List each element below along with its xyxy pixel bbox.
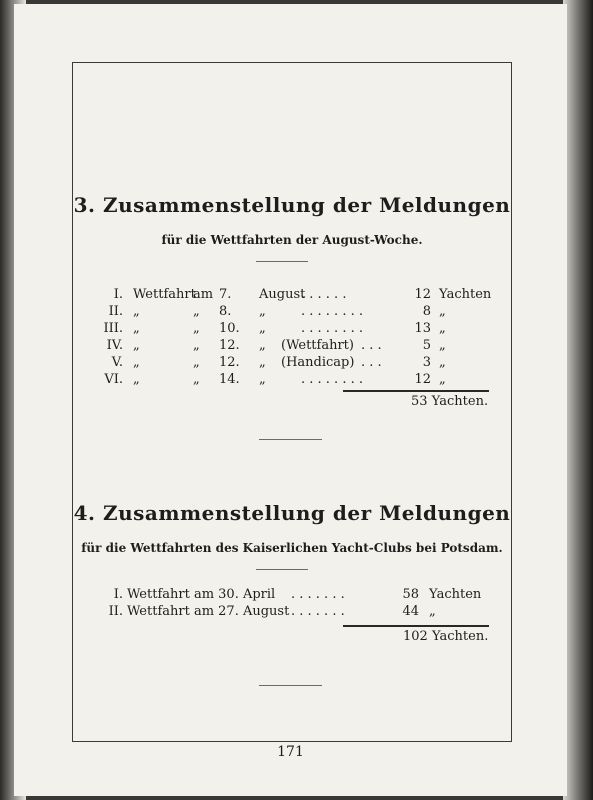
table-row [73,338,511,354]
cell-num: II. [108,304,123,319]
cell-count: 13 [414,321,431,336]
table-row [73,372,511,388]
cell-unit: „ [439,304,446,319]
section4-title: 4. Zusammenstellung der Meldungen [73,501,511,525]
cell-num: I. [113,587,123,602]
cell-day: 12. [219,338,240,353]
cell-unit: „ [439,355,446,370]
cell-day: 7. [219,287,232,302]
cell-note: (Wettfahrt) [281,338,354,353]
cell-day: 10. [219,321,240,336]
section4-subtitle: für die Wettfahrten des Kaiserlichen Yacht-Clubs bei Potsdam. [81,541,503,555]
cell-dots: . . . . . . . [291,587,345,602]
cell-num: III. [103,321,123,336]
cell-count: 58 [402,587,419,602]
cell-dots: . . . . . . . . [301,372,363,387]
page-frame [72,62,512,742]
cell-am: „ [193,304,200,319]
cell-count: 44 [402,604,419,619]
book-page [14,4,567,796]
cell-day: 14. [219,372,240,387]
cell-count: 3 [422,355,431,370]
section3-total: 53 Yachten. [411,394,489,409]
cell-label: „ [133,372,140,387]
cell-month: „ [259,304,266,319]
section3-divider [256,261,308,262]
cell-count: 12 [414,372,431,387]
cell-num: I. [113,287,123,302]
cell-month: „ [259,321,266,336]
section4-divider [256,569,308,570]
book-page-edge [563,0,593,800]
cell-dots: . . . . . . . [291,604,345,619]
table-row [73,355,511,371]
cell-month: August [259,287,306,302]
cell-unit: „ [439,338,446,353]
table-row [73,287,511,303]
cell-label: „ [133,355,140,370]
section4-total: 102 Yachten. [403,629,489,644]
cell-unit: „ [439,321,446,336]
section3-subtitle: für die Wettfahrten der August-Woche. [161,233,423,247]
cell-label: „ [133,304,140,319]
cell-dots: . . . . . . . . [301,304,363,319]
cell-text: Wettfahrt am 27. August [127,604,290,619]
cell-day: 8. [219,304,232,319]
section4-sum-line [343,625,489,627]
cell-count: 5 [422,338,431,353]
cell-num: V. [111,355,123,370]
cell-count: 8 [422,304,431,319]
table-row [73,304,511,320]
cell-dots: . . . . . . . . [301,321,363,336]
section3-title: 3. Zusammenstellung der Meldungen [73,193,511,217]
cell-am: „ [193,338,200,353]
cell-text: Wettfahrt am 30. April [127,587,276,602]
cell-dots: . . . [361,338,382,353]
page-number: 171 [277,744,304,760]
cell-num: IV. [106,338,123,353]
bottom-divider [259,685,322,686]
cell-dots: . . . . . . [301,287,347,302]
cell-am: „ [193,372,200,387]
cell-count: 12 [414,287,431,302]
cell-month: „ [259,338,266,353]
cell-month: „ [259,372,266,387]
cell-unit: Yachten [429,587,482,602]
cell-num: VI. [104,372,123,387]
cell-note: (Handicap) [281,355,355,370]
section-divider [259,439,322,440]
cell-am: am [193,287,214,302]
cell-label: „ [133,338,140,353]
cell-unit: „ [439,372,446,387]
section3-sum-line [343,390,489,392]
cell-month: „ [259,355,266,370]
cell-num: II. [108,604,123,619]
table-row [73,587,511,603]
cell-day: 12. [219,355,240,370]
cell-am: „ [193,321,200,336]
cell-unit: Yachten [439,287,492,302]
cell-am: „ [193,355,200,370]
cell-label: „ [133,321,140,336]
cell-label: Wettfahrt [133,287,196,302]
cell-dots: . . . [361,355,382,370]
cell-unit: „ [429,604,436,619]
table-row [73,604,511,620]
table-row [73,321,511,337]
